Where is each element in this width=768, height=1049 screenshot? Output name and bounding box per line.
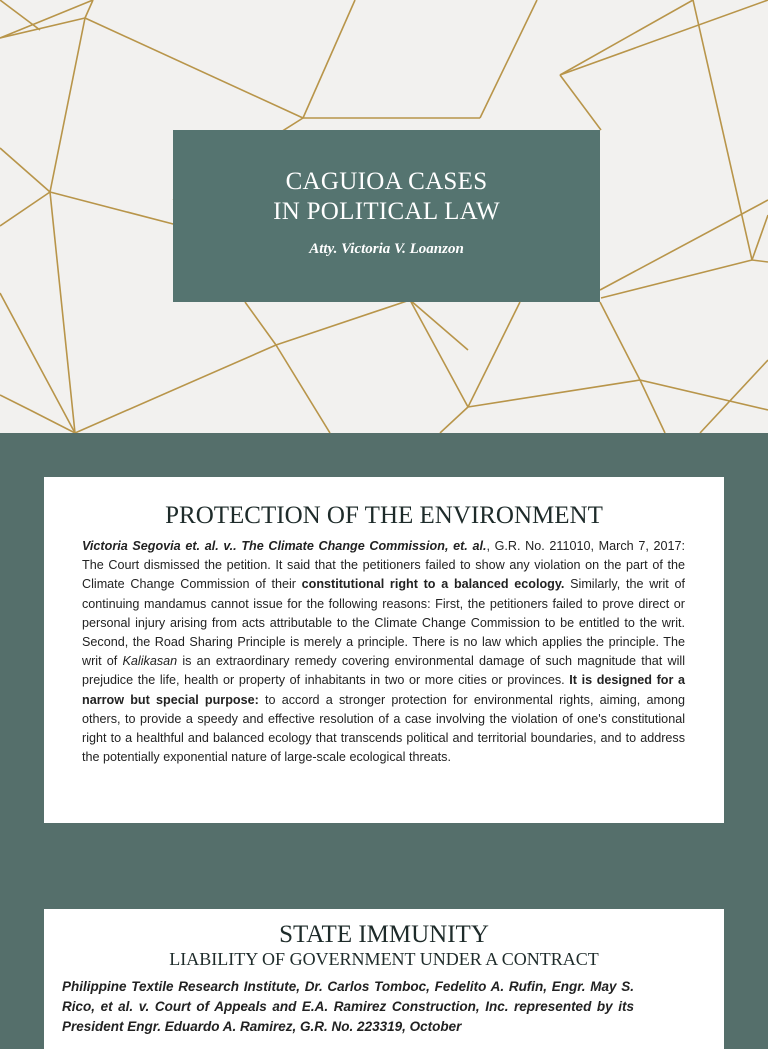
pattern-line bbox=[560, 0, 693, 75]
pattern-line bbox=[752, 260, 768, 262]
author-name: Atty. Victoria V. Loanzon bbox=[309, 241, 464, 257]
section-subheading: LIABILITY OF GOVERNMENT UNDER A CONTRACT bbox=[169, 949, 599, 969]
pattern-line bbox=[0, 0, 40, 30]
pattern-line bbox=[410, 300, 468, 350]
pattern-line bbox=[85, 18, 303, 118]
case-name: Victoria Segovia et. al. v.. The Climate Change Commission, et. al. bbox=[82, 539, 487, 553]
pattern-line bbox=[0, 192, 50, 226]
title-box bbox=[173, 130, 600, 302]
pattern-line bbox=[468, 380, 640, 407]
pattern-line bbox=[50, 18, 85, 192]
pattern-line bbox=[276, 345, 330, 433]
document-title-line-2: IN POLITICAL LAW bbox=[273, 198, 500, 225]
pattern-line bbox=[560, 75, 601, 130]
body-text-4: to accord a stronger protection for environmental rights, aiming, among others, to provide a speedy and effective resolution of a case involving the violation of one's constitutional right to a healthful and balanced ecology that transcends political and territorial boundaries, and to address the potentially exponential nature of large-scale ecological threats. bbox=[82, 692, 685, 765]
pattern-line bbox=[752, 215, 768, 260]
pattern-line bbox=[303, 0, 355, 118]
pattern-line bbox=[276, 300, 410, 345]
body-text-2: Similarly, the writ of continuing mandamus cannot issue for the following reasons: First, the petitioners failed to prove direct or personal injury arising from acts attributable to the Climate Change Commission to be entitled to the writ. Second, the Road Sharing Principle is merely a principle. There is no law which applies the principle. The writ of bbox=[82, 577, 686, 669]
pattern-line bbox=[50, 192, 177, 225]
pattern-line bbox=[640, 380, 665, 433]
pattern-line bbox=[693, 0, 752, 260]
pattern-line bbox=[0, 395, 30, 410]
body-text-1: , G.R. No. 211010, March 7, 2017: The Court dismissed the petition. It said that the petitioners failed to show any violation on the part of the Climate Change Commission of their bbox=[82, 539, 686, 592]
document-title-line-1: CAGUIOA CASES bbox=[285, 168, 488, 195]
body-text-3: is an extraordinary remedy covering environmental damage of such magnitude that will prejudice the life, health or property of inhabitants in two or more cities or provinces. bbox=[82, 654, 685, 688]
section-body: Philippine Textile Research Institute, Dr. Carlos Tomboc, Fedelito A. Rufin, Engr. May S. Rico, et al. v. Court of Appeals and E.A. Ramirez Construction, Inc. represented by its President Engr. Eduardo A. Ramirez, G.R. No. 223319, October bbox=[62, 979, 634, 1034]
section-heading: STATE IMMUNITY bbox=[279, 921, 489, 948]
pattern-line bbox=[410, 300, 468, 407]
section-heading: PROTECTION OF THE ENVIRONMENT bbox=[165, 502, 603, 529]
cover-banner bbox=[0, 0, 768, 433]
body-bold-2: It is designed for a narrow but special purpose: bbox=[82, 673, 686, 707]
pattern-line bbox=[245, 302, 276, 345]
body-bold-1: constitutional right to a balanced ecology. bbox=[301, 577, 565, 592]
pattern-line bbox=[560, 0, 768, 75]
pattern-line bbox=[75, 345, 276, 433]
pattern-line bbox=[50, 192, 75, 433]
pattern-line bbox=[0, 293, 75, 433]
body-italic-1: Kalikasan bbox=[122, 654, 178, 669]
pattern-line bbox=[601, 260, 752, 298]
section-card-state-immunity bbox=[44, 909, 724, 1049]
section-card-environment bbox=[44, 477, 724, 823]
pattern-line bbox=[440, 407, 468, 433]
pattern-line bbox=[0, 148, 50, 192]
pattern-line bbox=[480, 0, 537, 118]
pattern-line bbox=[640, 380, 768, 410]
pattern-line bbox=[468, 302, 520, 407]
section-body bbox=[82, 537, 685, 767]
pattern-line bbox=[600, 302, 640, 380]
